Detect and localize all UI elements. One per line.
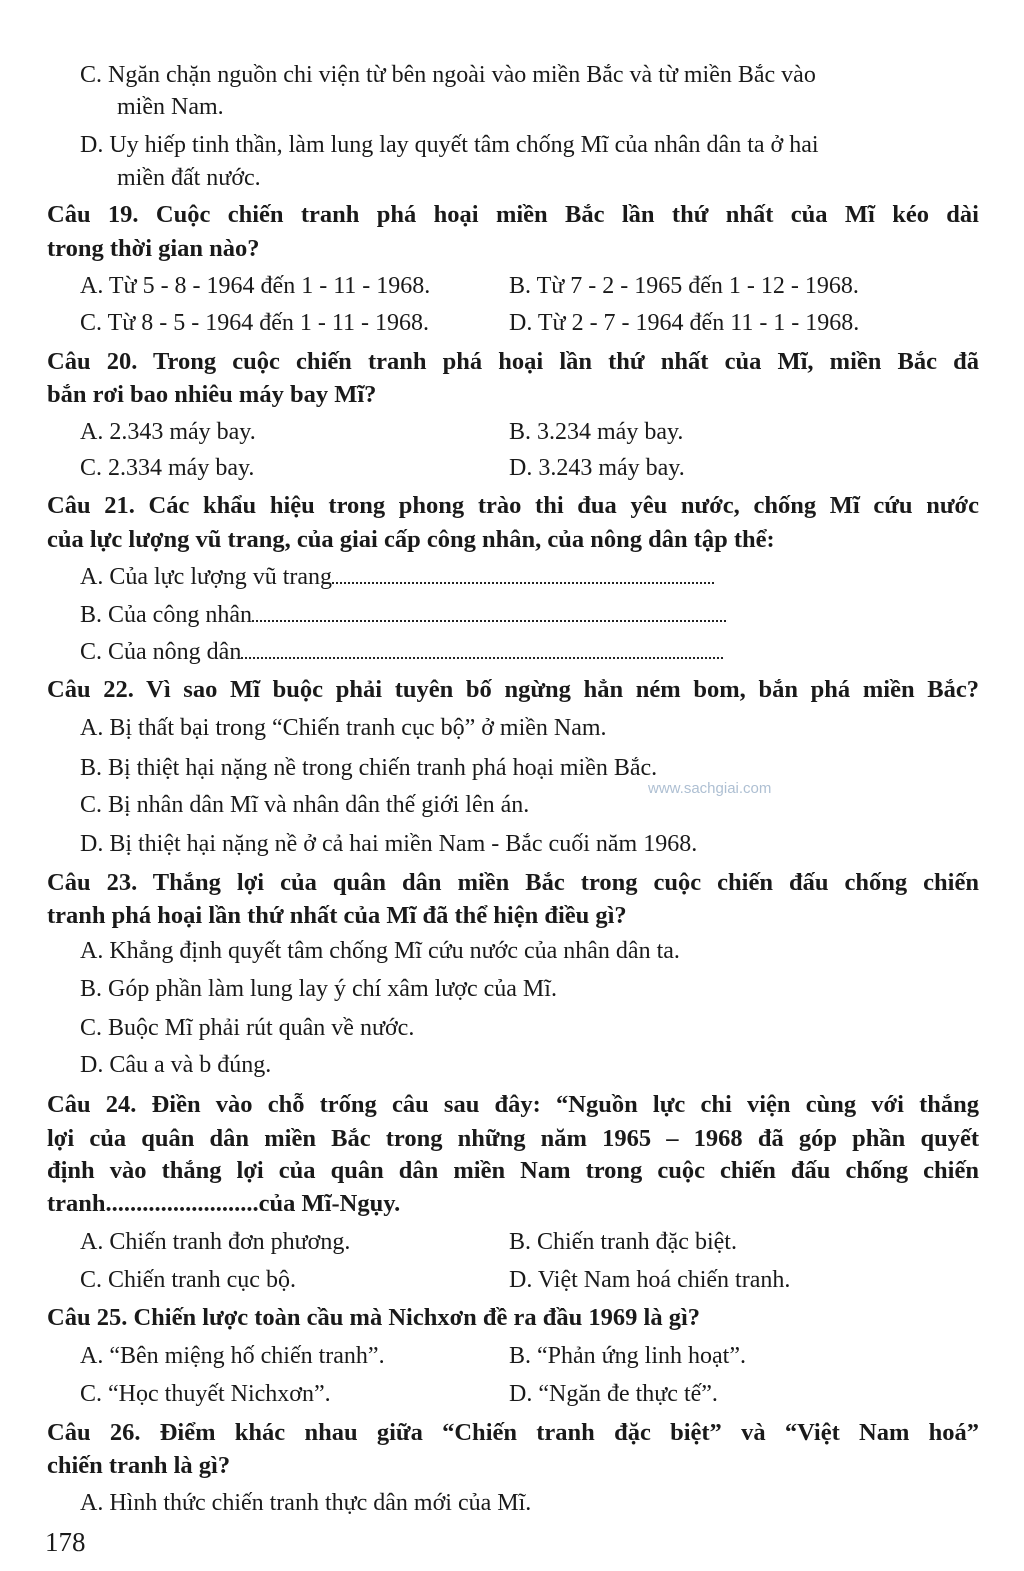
q23-option-d: D. Câu a và b đúng. bbox=[80, 1052, 272, 1078]
q24-prompt-line3: định vào thắng lợi của quân dân miền Nam trong cuộc chiến đấu chống chiến bbox=[47, 1157, 979, 1184]
q23-option-b: B. Góp phần làm lung lay ý chí xâm lược của Mĩ. bbox=[80, 976, 557, 1002]
q26-option-a: A. Hình thức chiến tranh thực dân mới của Mĩ. bbox=[80, 1490, 532, 1516]
q23-option-a: A. Khẳng định quyết tâm chống Mĩ cứu nước của nhân dân ta. bbox=[80, 938, 680, 964]
watermark: www.sachgiai.com bbox=[648, 780, 772, 797]
q20-option-a: A. 2.343 máy bay. bbox=[80, 419, 256, 445]
q21-option-b bbox=[80, 598, 726, 632]
q21-prompt-line1: Câu 21. Các khẩu hiệu trong phong trào thi đua yêu nước, chống Mĩ cứu nước bbox=[47, 492, 979, 519]
q21-prompt-line2: của lực lượng vũ trang, của giai cấp công nhân, của nông dân tập thể: bbox=[47, 526, 775, 553]
q19-option-b: B. Từ 7 - 2 - 1965 đến 1 - 12 - 1968. bbox=[509, 273, 859, 299]
q20-option-c: C. 2.334 máy bay. bbox=[80, 455, 255, 481]
q19-prompt-line1: Câu 19. Cuộc chiến tranh phá hoại miền Bắc lần thứ nhất của Mĩ kéo dài bbox=[47, 201, 979, 228]
q21-option-b-blank bbox=[252, 600, 726, 622]
q20-option-d: D. 3.243 máy bay. bbox=[509, 455, 685, 481]
q18-option-c: C. Ngăn chặn nguồn chi viện từ bên ngoài vào miền Bắc và từ miền Bắc vào bbox=[80, 62, 816, 88]
q22-prompt-line1: Câu 22. Vì sao Mĩ buộc phải tuyên bố ngừng hẳn ném bom, bắn phá miền Bắc? bbox=[47, 676, 979, 703]
q21-option-c-label: C. Của nông dân bbox=[80, 639, 242, 665]
q24-option-b: B. Chiến tranh đặc biệt. bbox=[509, 1229, 737, 1255]
q25-option-d: D. “Ngăn đe thực tế”. bbox=[509, 1381, 718, 1407]
q22-option-c: C. Bị nhân dân Mĩ và nhân dân thế giới lên án. bbox=[80, 792, 530, 818]
q26-prompt-line2: chiến tranh là gì? bbox=[47, 1452, 231, 1479]
q24-option-c: C. Chiến tranh cục bộ. bbox=[80, 1267, 296, 1293]
q21-option-b-label: B. Của công nhân bbox=[80, 602, 252, 628]
q21-option-c-blank bbox=[241, 637, 723, 659]
q25-option-a: A. “Bên miệng hố chiến tranh”. bbox=[80, 1343, 385, 1369]
q24-option-a: A. Chiến tranh đơn phương. bbox=[80, 1229, 351, 1255]
q24-option-d: D. Việt Nam hoá chiến tranh. bbox=[509, 1267, 791, 1293]
q19-option-c: C. Từ 8 - 5 - 1964 đến 1 - 11 - 1968. bbox=[80, 310, 429, 336]
q24-prompt-line1: Câu 24. Điền vào chỗ trống câu sau đây: “Nguồn lực chi viện cùng với thắng bbox=[47, 1091, 979, 1118]
q24-prompt-line2: lợi của quân dân miền Bắc trong những năm 1965 – 1968 đã góp phần quyết bbox=[47, 1125, 979, 1152]
q20-option-b: B. 3.234 máy bay. bbox=[509, 419, 684, 445]
q24-prompt-line4: tranh.........................của Mĩ-Ngụy. bbox=[47, 1190, 401, 1217]
q25-option-c: C. “Học thuyết Nichxơn”. bbox=[80, 1381, 331, 1407]
q21-option-a bbox=[80, 560, 714, 594]
page-number: 178 bbox=[45, 1527, 86, 1557]
q21-option-a-label: A. Của lực lượng vũ trang bbox=[80, 564, 332, 590]
q25-prompt-line1: Câu 25. Chiến lược toàn cầu mà Nichxơn đề ra đầu 1969 là gì? bbox=[47, 1304, 701, 1331]
q26-prompt-line1: Câu 26. Điểm khác nhau giữa “Chiến tranh đặc biệt” và “Việt Nam hoá” bbox=[47, 1419, 979, 1446]
q18-option-d: D. Uy hiếp tinh thần, làm lung lay quyết tâm chống Mĩ của nhân dân ta ở hai bbox=[80, 132, 819, 158]
q20-prompt-line1: Câu 20. Trong cuộc chiến tranh phá hoại lần thứ nhất của Mĩ, miền Bắc đã bbox=[47, 348, 979, 375]
q22-option-a: A. Bị thất bại trong “Chiến tranh cục bộ” ở miền Nam. bbox=[80, 715, 607, 741]
q18-option-d-cont: miền đất nước. bbox=[117, 165, 261, 191]
q22-option-b: B. Bị thiệt hại nặng nề trong chiến tranh phá hoại miền Bắc. bbox=[80, 755, 658, 781]
q19-option-d: D. Từ 2 - 7 - 1964 đến 11 - 1 - 1968. bbox=[509, 310, 860, 336]
q25-option-b: B. “Phản ứng linh hoạt”. bbox=[509, 1343, 746, 1369]
q23-prompt-line2: tranh phá hoại lần thứ nhất của Mĩ đã thể hiện điều gì? bbox=[47, 902, 627, 929]
q20-prompt-line2: bắn rơi bao nhiêu máy bay Mĩ? bbox=[47, 381, 377, 408]
q22-option-d: D. Bị thiệt hại nặng nề ở cả hai miền Nam - Bắc cuối năm 1968. bbox=[80, 831, 698, 857]
q19-option-a: A. Từ 5 - 8 - 1964 đến 1 - 11 - 1968. bbox=[80, 273, 431, 299]
q23-prompt-line1: Câu 23. Thắng lợi của quân dân miền Bắc trong cuộc chiến đấu chống chiến bbox=[47, 869, 979, 896]
q18-option-c-cont: miền Nam. bbox=[117, 94, 224, 120]
q21-option-c bbox=[80, 635, 723, 669]
q21-option-a-blank bbox=[332, 562, 714, 584]
q19-prompt-line2: trong thời gian nào? bbox=[47, 235, 260, 262]
q23-option-c: C. Buộc Mĩ phải rút quân về nước. bbox=[80, 1015, 415, 1041]
